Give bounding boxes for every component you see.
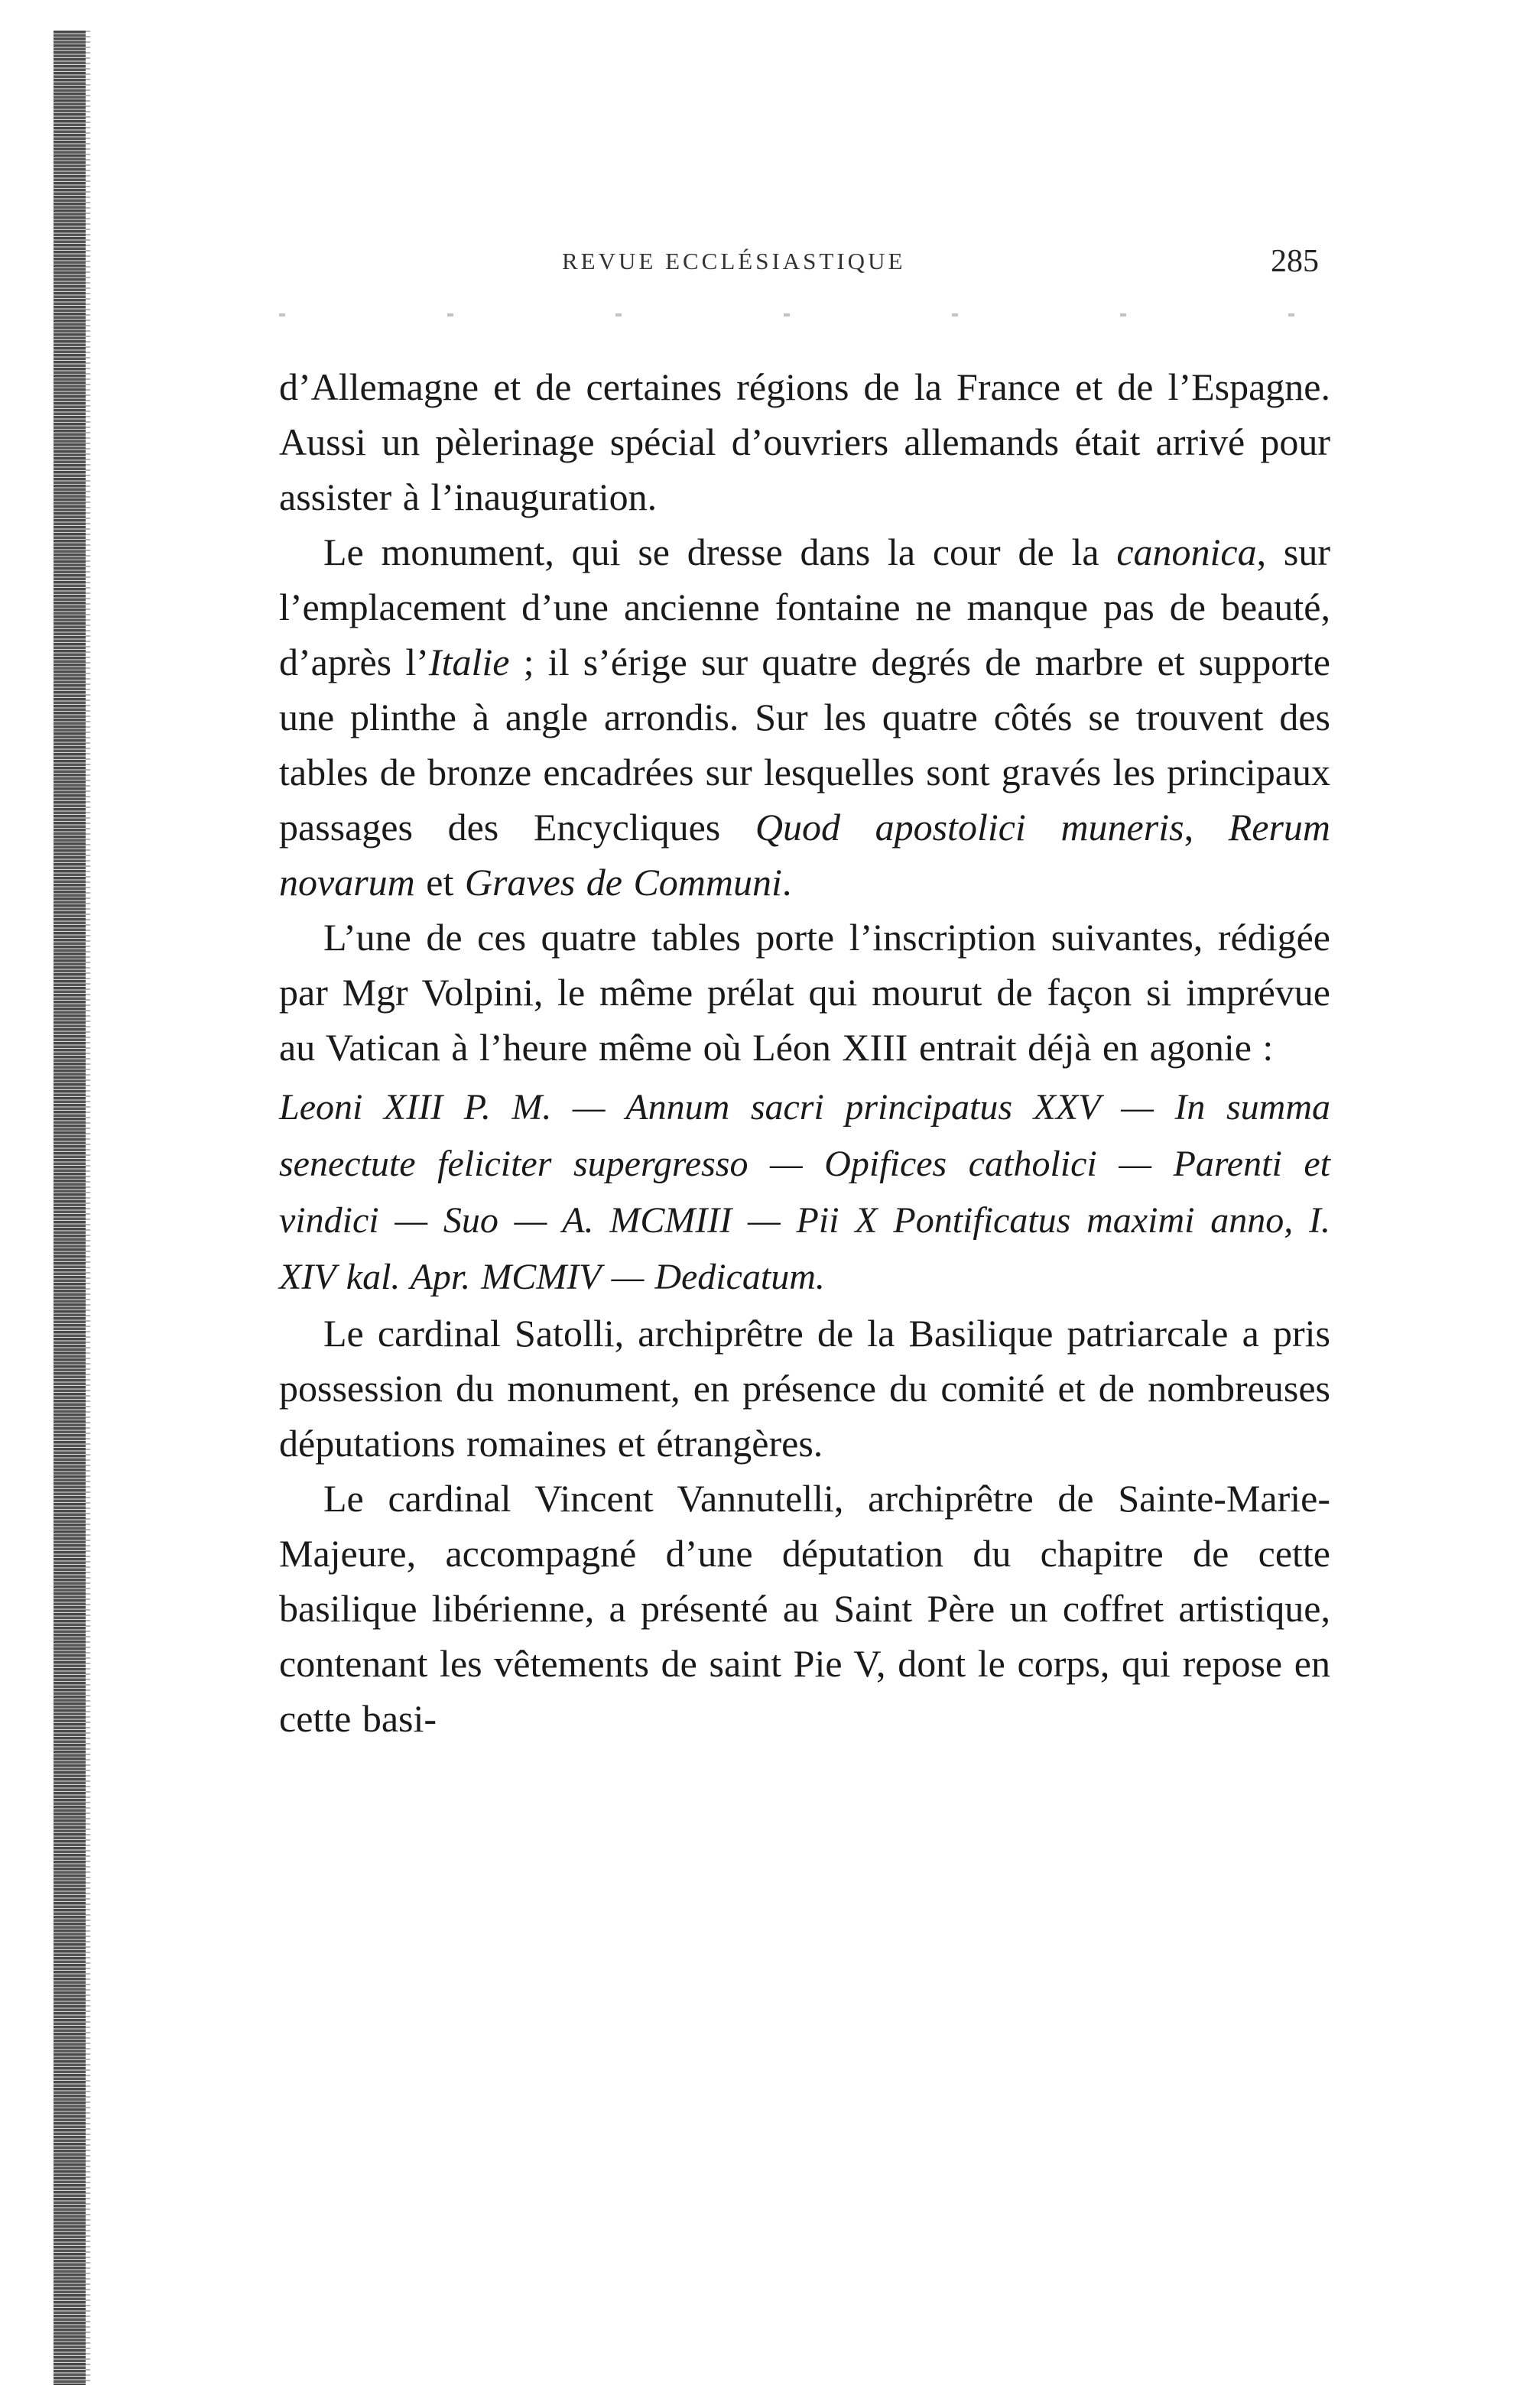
p2-italie: Italie bbox=[428, 641, 510, 683]
inscription: Leoni XIII P. M. — Annum sacri principatus XXV — In summa senectute feliciter supergresso — Opifices catholici — Parenti et vindici — Suo — A. MCMIII — Pii X Pontificatus maximi anno, I. XIV kal. Apr. MCMIV — Dedicatum. bbox=[279, 1087, 1330, 1297]
running-title: REVUE ECCLÉSIASTIQUE bbox=[562, 248, 906, 274]
p2-text-d: , bbox=[1184, 806, 1229, 849]
running-header bbox=[283, 243, 1319, 281]
p2-graves: Graves de Communi bbox=[464, 861, 782, 904]
p2-rerum: Rerum novarum bbox=[279, 806, 1331, 904]
p2-text-b: , sur l’emplacement d’une ancienne fontaine ne manque pas de beauté, d’après l’ bbox=[279, 531, 1331, 683]
book-gutter-edge bbox=[54, 31, 86, 2385]
p2-text-c: ; il s’érige sur quatre degrés de marbre et supporte une plinthe à angle arrondis. Sur les quatre côtés se trouvent des tables de bronze encadrées sur lesquelles sont gravés les principaux passages des Encycliques bbox=[279, 641, 1330, 849]
p2-text-f: . bbox=[781, 861, 792, 904]
paragraph-5: Le cardinal Vincent Vannutelli, archiprêtre de Sainte-Marie-Majeure, accompagné d’une députation du chapitre de cette basilique libérienne, a présenté au Saint Père un coffret artistique, contenant les vêtements de saint Pie V, dont le corps, qui repose en cette basi- bbox=[279, 1477, 1330, 1740]
paragraph-2 bbox=[279, 524, 1330, 910]
p2-canonica: canonica bbox=[1116, 531, 1257, 573]
paragraph-1: d’Allemagne et de certaines régions de la France et de l’Espagne. Aussi un pèlerinage spécial d’ouvriers allemands était arrivé pour assister à l’inauguration. bbox=[279, 365, 1330, 518]
p2-quod: Quod apostolici muneris bbox=[755, 806, 1184, 849]
paragraph-3: L’une de ces quatre tables porte l’inscription suivantes, rédigée par Mgr Volpini, le même prélat qui mourut de façon si imprévue au Vatican à l’heure même où Léon XIII entrait déjà en agonie : bbox=[279, 916, 1330, 1069]
body-text bbox=[279, 359, 1330, 1746]
paragraph-4: Le cardinal Satolli, archiprêtre de la Basilique patriarcale a pris possession du monument, en présence du comité et de nombreuses députations romaines et étrangères. bbox=[279, 1312, 1330, 1465]
p2-text-e: et bbox=[414, 861, 465, 904]
header-rule bbox=[279, 313, 1319, 316]
p2-text-a: Le monument, qui se dresse dans la cour de la bbox=[323, 531, 1117, 573]
page-number: 285 bbox=[1271, 244, 1319, 279]
